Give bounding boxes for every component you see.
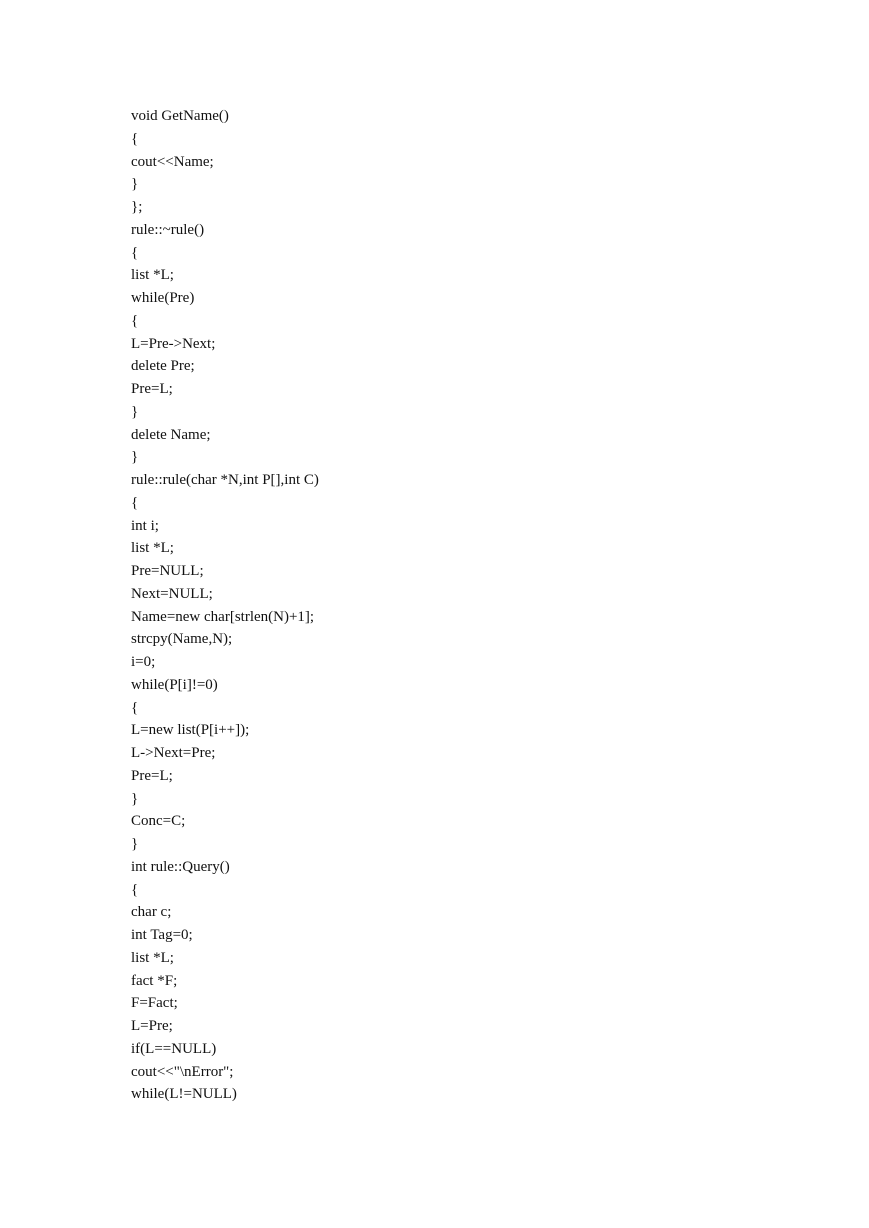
code-line: F=Fact; bbox=[131, 995, 178, 1012]
code-line: while(Pre) bbox=[131, 290, 195, 306]
code-line: void GetName() bbox=[131, 108, 229, 124]
code-line: } bbox=[131, 790, 139, 807]
code-line: { bbox=[131, 130, 139, 147]
code-line: if(L==NULL) bbox=[131, 1040, 217, 1057]
code-line: L->Next=Pre; bbox=[131, 745, 216, 761]
code-line: } bbox=[131, 403, 139, 420]
code-line: { bbox=[131, 312, 139, 329]
code-line: Pre=NULL; bbox=[131, 563, 204, 579]
code-line: list *L; bbox=[131, 540, 174, 557]
code-line: cout<<Name; bbox=[131, 153, 214, 170]
code-line: { bbox=[131, 699, 139, 716]
code-line: Conc=C; bbox=[131, 813, 186, 830]
code-line: fact *F; bbox=[131, 972, 178, 989]
code-line: } bbox=[131, 449, 139, 466]
code-line: rule::rule(char *N,int P[],int C) bbox=[131, 472, 319, 488]
code-line: } bbox=[131, 836, 139, 852]
code-line: { bbox=[131, 881, 139, 898]
code-line: strcpy(Name,N); bbox=[131, 631, 233, 648]
code-line: i=0; bbox=[131, 654, 156, 670]
code-line: }; bbox=[131, 199, 143, 215]
code-line: delete Name; bbox=[131, 426, 211, 443]
code-line: { bbox=[131, 244, 139, 261]
code-line: while(L!=NULL) bbox=[131, 1086, 237, 1103]
code-line: L=new list(P[i++]); bbox=[131, 722, 250, 739]
code-line: } bbox=[131, 176, 139, 193]
code-line: list *L; bbox=[131, 267, 174, 284]
code-line: L=Pre->Next; bbox=[131, 335, 216, 352]
code-line: cout<<"\nError"; bbox=[131, 1063, 234, 1080]
code-line: int rule::Query() bbox=[131, 858, 230, 875]
code-line: Pre=L; bbox=[131, 767, 173, 784]
code-line: { bbox=[131, 494, 139, 511]
code-line: Next=NULL; bbox=[131, 585, 213, 602]
code-line: rule::~rule() bbox=[131, 221, 205, 238]
code-line: L=Pre; bbox=[131, 1018, 173, 1034]
code-line: char c; bbox=[131, 904, 172, 921]
code-line: delete Pre; bbox=[131, 358, 195, 375]
code-line: Name=new char[strlen(N)+1]; bbox=[131, 608, 315, 625]
code-listing bbox=[131, 105, 319, 1106]
code-line: list *L; bbox=[131, 949, 174, 966]
code-line: Pre=L; bbox=[131, 381, 173, 397]
code-line: int Tag=0; bbox=[131, 927, 193, 943]
code-line: int i; bbox=[131, 517, 159, 534]
code-line: while(P[i]!=0) bbox=[131, 676, 218, 693]
